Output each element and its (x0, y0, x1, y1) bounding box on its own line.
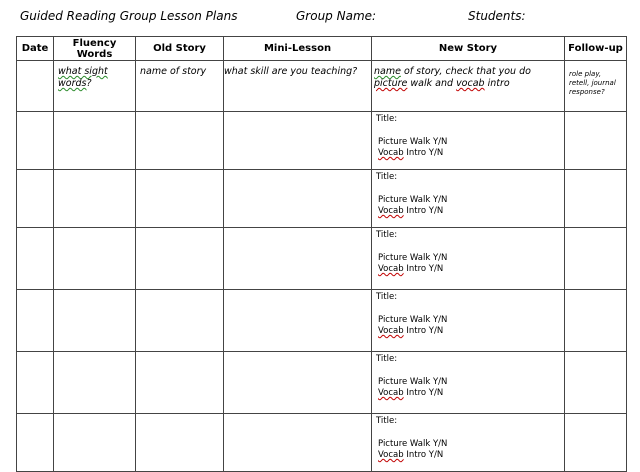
mini-lesson-hint-text: what skill are you teaching? (224, 66, 358, 77)
vocab-intro-label (376, 450, 564, 461)
fluency-words-cell[interactable] (54, 112, 136, 170)
mini-lesson-cell[interactable] (224, 352, 372, 414)
picture-walk-label: Picture Walk Y/N (378, 137, 448, 147)
table-row (17, 352, 627, 414)
picture-walk-label: Picture Walk Y/N (378, 195, 448, 205)
students-label: Students: (468, 9, 526, 23)
mini-lesson-cell[interactable] (224, 112, 372, 170)
title-label: Title: (376, 292, 398, 302)
title-label: Title: (376, 172, 398, 182)
new-story-cell[interactable] (372, 290, 565, 352)
table-row (17, 414, 627, 472)
picture-walk-label: Picture Walk Y/N (378, 377, 448, 387)
title-label: Title: (376, 354, 398, 364)
date-cell[interactable] (17, 352, 54, 414)
new-story-hint-vocab: vocab (456, 78, 485, 89)
mini-lesson-cell[interactable] (224, 290, 372, 352)
table-row (17, 170, 627, 228)
vocab-word: Vocab (378, 326, 404, 336)
mini-lesson-hint-cell[interactable] (224, 61, 372, 112)
new-story-cell[interactable] (372, 170, 565, 228)
new-story-cell[interactable] (372, 112, 565, 170)
new-story-cell[interactable] (372, 228, 565, 290)
fluency-hint-cell[interactable] (54, 61, 136, 112)
follow-up-cell[interactable] (565, 290, 627, 352)
date-cell[interactable] (17, 112, 54, 170)
vocab-intro-rest: Intro Y/N (403, 148, 444, 158)
old-story-cell[interactable] (136, 290, 224, 352)
fluency-words-cell[interactable] (54, 228, 136, 290)
old-story-cell[interactable] (136, 228, 224, 290)
header-row (17, 37, 627, 61)
new-story-hint-text-3: intro (484, 78, 510, 89)
new-story-hint-text-2: walk and (407, 78, 457, 89)
vocab-intro-rest: Intro Y/N (403, 206, 444, 216)
new-story-cell[interactable] (372, 414, 565, 472)
date-hint-cell[interactable] (17, 61, 54, 112)
column-header-old-story: Old Story (136, 37, 224, 61)
vocab-intro-rest: Intro Y/N (403, 450, 444, 460)
title-label: Title: (376, 230, 398, 240)
old-story-cell[interactable] (136, 112, 224, 170)
new-story-cell[interactable] (372, 352, 565, 414)
new-story-hint-text-1: of story, check that you do (400, 66, 531, 77)
fluency-words-cell[interactable] (54, 352, 136, 414)
column-header-mini-lesson: Mini-Lesson (224, 37, 372, 61)
mini-lesson-cell[interactable] (224, 414, 372, 472)
fluency-words-cell[interactable] (54, 290, 136, 352)
vocab-word: Vocab (378, 148, 404, 158)
picture-walk-label: Picture Walk Y/N (378, 315, 448, 325)
old-story-hint-text: name of story (140, 66, 207, 77)
table-row (17, 228, 627, 290)
column-header-new-story: New Story (372, 37, 565, 61)
follow-up-cell[interactable] (565, 112, 627, 170)
follow-up-cell[interactable] (565, 170, 627, 228)
vocab-intro-label (376, 388, 564, 399)
picture-walk-label: Picture Walk Y/N (378, 253, 448, 263)
lesson-plan-table (16, 36, 627, 472)
follow-up-cell[interactable] (565, 352, 627, 414)
vocab-word: Vocab (378, 388, 404, 398)
vocab-intro-rest: Intro Y/N (403, 264, 444, 274)
instruction-row (17, 61, 627, 112)
old-story-hint-cell[interactable] (136, 61, 224, 112)
vocab-word: Vocab (378, 450, 404, 460)
fluency-words-cell[interactable] (54, 414, 136, 472)
date-cell[interactable] (17, 290, 54, 352)
fluency-hint-text-2: words (58, 78, 87, 89)
follow-up-hint-text: role play, retell, journal response? (569, 70, 616, 96)
group-name-label: Group Name: (296, 9, 377, 23)
new-story-hint-cell[interactable] (372, 61, 565, 112)
fluency-hint-text: what sight (58, 66, 108, 77)
new-story-hint-picture: picture (374, 78, 408, 89)
title-label: Title: (376, 114, 398, 124)
date-cell[interactable] (17, 228, 54, 290)
picture-walk-label: Picture Walk Y/N (378, 439, 448, 449)
follow-up-cell[interactable] (565, 228, 627, 290)
old-story-cell[interactable] (136, 170, 224, 228)
old-story-cell[interactable] (136, 414, 224, 472)
vocab-intro-rest: Intro Y/N (403, 388, 444, 398)
fluency-words-cell[interactable] (54, 170, 136, 228)
mini-lesson-cell[interactable] (224, 170, 372, 228)
column-header-follow-up: Follow-up (565, 37, 627, 61)
vocab-intro-label (376, 148, 564, 159)
vocab-intro-rest: Intro Y/N (403, 326, 444, 336)
column-header-date: Date (17, 37, 54, 61)
vocab-word: Vocab (378, 206, 404, 216)
document-title: Guided Reading Group Lesson Plans (20, 9, 238, 23)
table-row (17, 112, 627, 170)
date-cell[interactable] (17, 170, 54, 228)
fluency-hint-text-3: ? (86, 78, 92, 89)
follow-up-cell[interactable] (565, 414, 627, 472)
vocab-intro-label (376, 206, 564, 217)
old-story-cell[interactable] (136, 352, 224, 414)
follow-up-hint-cell[interactable] (565, 61, 627, 112)
vocab-intro-label (376, 264, 564, 275)
table-row (17, 290, 627, 352)
mini-lesson-cell[interactable] (224, 228, 372, 290)
page-header (0, 9, 640, 29)
date-cell[interactable] (17, 414, 54, 472)
new-story-hint-name: name (374, 66, 401, 77)
vocab-word: Vocab (378, 264, 404, 274)
column-header-fluency-words: Fluency Words (54, 37, 136, 61)
vocab-intro-label (376, 326, 564, 337)
title-label: Title: (376, 416, 398, 426)
